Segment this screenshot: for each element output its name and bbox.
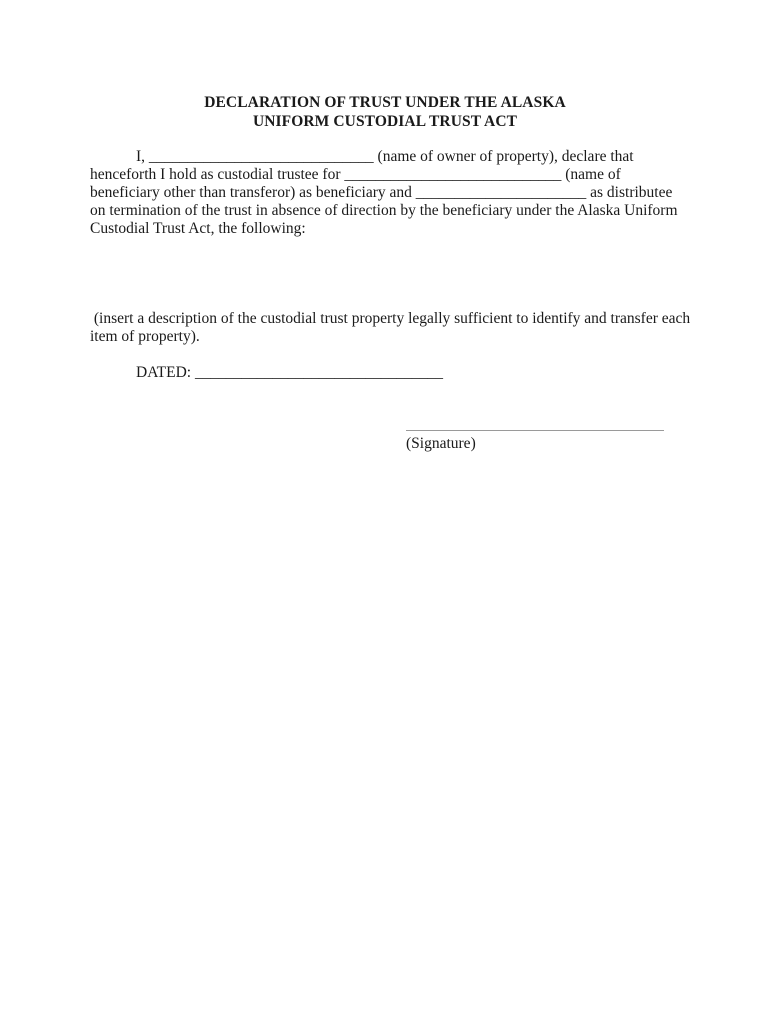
document-title-line-1: DECLARATION OF TRUST UNDER THE ALASKA [204, 94, 566, 111]
signature-line [406, 430, 664, 431]
declaration-line-2: henceforth I hold as custodial trustee for ____________________________ (name of [90, 166, 621, 183]
declaration-line-1: I, _____________________________ (name of owner of property), declare that [136, 148, 634, 165]
signature-label: (Signature) [406, 435, 476, 452]
property-description-line-2: item of property). [90, 328, 200, 345]
property-description-line-1: (insert a description of the custodial trust property legally sufficient to identify and transfer each [90, 310, 691, 327]
declaration-line-5: Custodial Trust Act, the following: [90, 220, 306, 237]
document-title-line-2: UNIFORM CUSTODIAL TRUST ACT [252, 113, 518, 130]
declaration-line-4: on termination of the trust in absence of direction by the beneficiary under the Alaska Uniform [90, 202, 678, 219]
declaration-line-3: beneficiary other than transferor) as beneficiary and ______________________ as distributee [90, 184, 673, 201]
dated-field: DATED: ________________________________ [136, 364, 443, 381]
